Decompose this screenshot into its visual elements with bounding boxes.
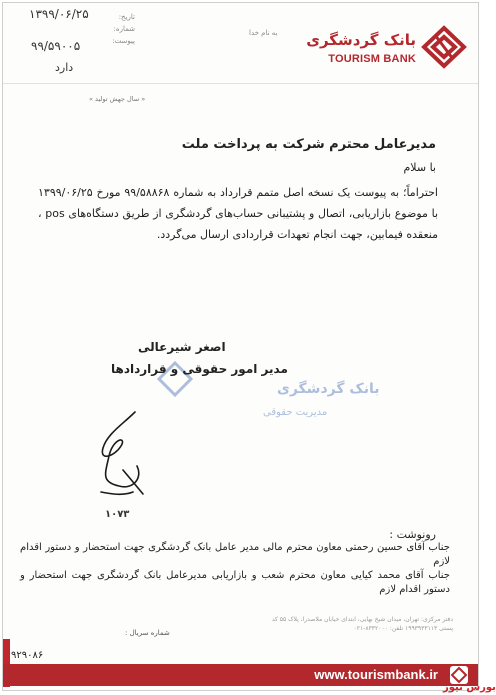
serial-label: شماره سریال : (125, 629, 170, 637)
footer-website: www.tourismbank.ir (314, 667, 438, 682)
attachment-label: پیوست: (112, 37, 135, 45)
recipient: مدیرعامل محترم شرکت به پرداخت ملت (181, 137, 436, 152)
signature-number: ۱۰۷۳ (105, 509, 130, 520)
meta-labels (95, 11, 135, 47)
number-label: شماره: (113, 25, 135, 33)
header-divider (3, 83, 478, 84)
footer-address: دفتر مرکزی: تهران، میدان شیخ بهایی، ابتدای خیابان ملاصدرا، پلاک ۵۵ کد پستی ۱۹۹۳۹۳۳۱۱۳ تلفن: ۸۳۳۲۰۰۰-۰۲۱ (271, 616, 453, 632)
letter-date: ۱۳۹۹/۰۶/۲۵ (29, 7, 89, 21)
cc-item: جناب آقای محمد کیایی معاون محترم شعب و بازاریابی مدیرعامل بانک گردشگری جهت استحضار و دستور اقدام لازم (20, 570, 450, 595)
bank-name-persian: بانک گردشگری (306, 31, 416, 49)
handwritten-signature-icon (93, 408, 153, 503)
signer-title: مدیر امور حقوقی و قراردادها (111, 362, 288, 376)
tourism-bank-logo-icon (421, 25, 467, 69)
year-slogan: « سال جهش تولید » (89, 95, 146, 103)
letter-body: احتراماً؛ به پیوست یک نسخه اصل متمم قرارداد به شماره ۹۹/۵۸۸۶۸ مورخ ۱۳۹۹/۰۶/۲۵ با موضوع بازاریابی، اتصال و پشتیبانی حساب‌های گردشگری از طریق دستگاه‌های pos ، منعقده فیمابین، جهت انجام تعهدات قراردادی ارسال می‌گردد. (38, 186, 439, 241)
stamp-text-bank: بانک گردشگری (277, 381, 380, 397)
cc-list (20, 541, 450, 597)
cc-heading: رونوشت : (389, 528, 436, 541)
stamp-text-dept: مدیریت حقوقی (263, 407, 328, 418)
footer-code: ۹۲۹۰۸۶ (11, 650, 44, 661)
bank-name-english: TOURISM BANK (328, 53, 416, 65)
letter-page (2, 2, 496, 693)
date-label: تاریخ: (118, 13, 135, 21)
greeting: با سلام (403, 161, 436, 174)
attachment-value: دارد (55, 61, 74, 74)
signer-name: اصغر شیرعالی (138, 340, 226, 354)
cc-item: جناب آقای حسین رحمتی معاون محترم مالی مدیر عامل بانک گردشگری جهت استحضار و دستور اقدام لازم (20, 542, 450, 567)
watermark: بورس نیوز (443, 682, 496, 693)
header-bename: به نام خدا (249, 29, 278, 37)
letter-number: ۹۹/۵۹۰۰۵ (31, 39, 81, 53)
